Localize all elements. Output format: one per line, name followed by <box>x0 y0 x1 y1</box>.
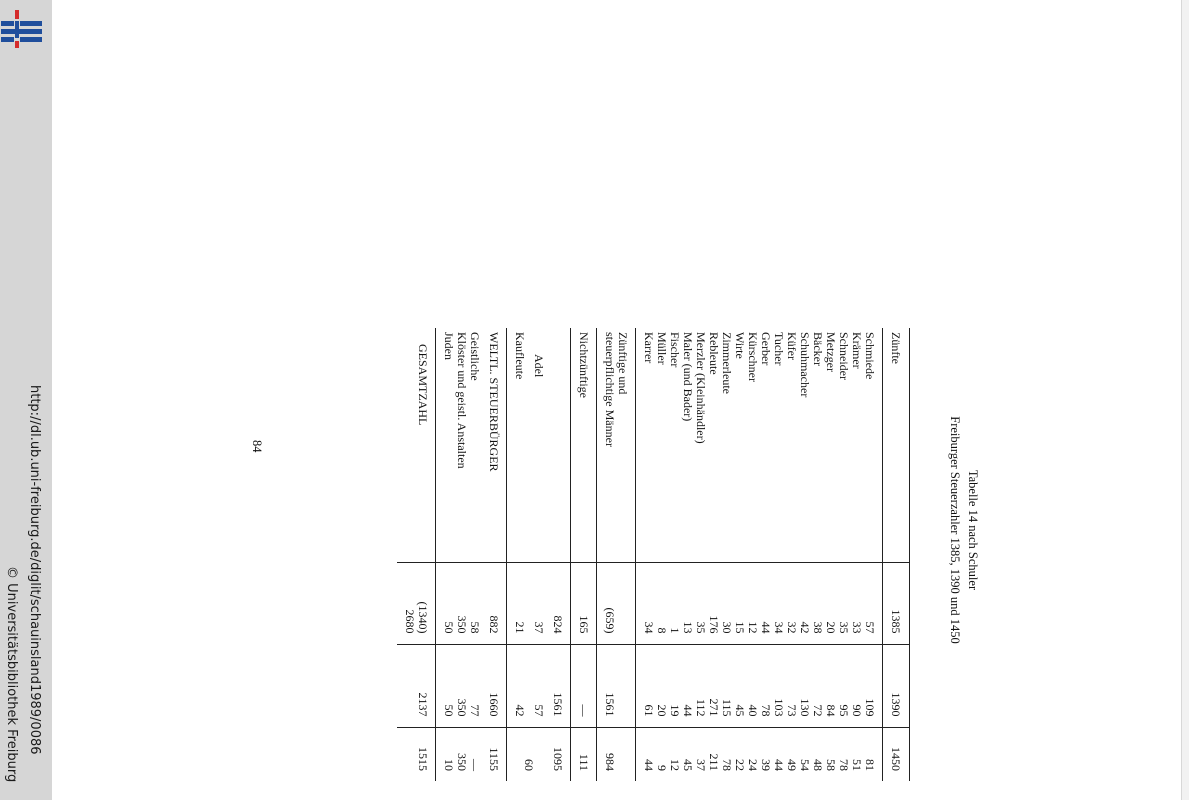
guild-1390: 19 <box>668 644 681 727</box>
total-label: GESAMTZAHL <box>397 328 436 562</box>
table-row <box>720 328 733 781</box>
table-row <box>798 328 811 781</box>
header-1390: 1390 <box>883 644 910 727</box>
guild-name: Krämer <box>850 332 864 369</box>
guild-1385: 35 <box>694 562 707 644</box>
table-header-row <box>883 328 910 781</box>
guild-1390: 40 <box>746 644 759 727</box>
guild-1385: 35 <box>837 562 850 644</box>
table-row <box>759 328 772 781</box>
guild-1390: 84 <box>824 644 837 727</box>
header-1450: 1450 <box>883 727 910 781</box>
guild-1385: 34 <box>772 562 785 644</box>
table-row <box>772 328 785 781</box>
header-1385: 1385 <box>883 562 910 644</box>
guild-name: Wirte <box>733 332 747 359</box>
clergy-1390: 77 <box>468 644 481 727</box>
guild-1390: 115 <box>720 644 733 727</box>
guild-1385: 38 <box>811 562 824 644</box>
guild-name: Merzler (Kleinhändler) <box>694 332 708 444</box>
clergy-row <box>468 328 481 781</box>
guild-1390: 95 <box>837 644 850 727</box>
jews-1450: 10 <box>436 727 456 781</box>
guild-1390: 73 <box>785 644 798 727</box>
monasteries-1390: 350 <box>455 644 468 727</box>
guild-name: Fischer <box>668 332 682 368</box>
guild-1450: 37 <box>694 727 707 781</box>
guild-1450: 12 <box>668 727 681 781</box>
table-row <box>850 328 863 781</box>
guild-1390: 112 <box>694 644 707 727</box>
guild-1450: 49 <box>785 727 798 781</box>
nobility-1390: 57 <box>532 644 545 727</box>
secular-1450: 1155 <box>487 727 507 781</box>
secular-row <box>487 328 507 781</box>
guild-1385: 57 <box>863 562 883 644</box>
nonguild-label: Nichtzünftige <box>577 328 597 562</box>
guild-name: Maler (und Bader) <box>681 332 695 422</box>
guild-1450: 44 <box>772 727 785 781</box>
total-1385: 2680 <box>403 609 417 634</box>
table-row <box>824 328 837 781</box>
guild-1385: 176 <box>707 562 720 644</box>
page-number: 84 <box>250 440 264 453</box>
guild-1450: 22 <box>733 727 746 781</box>
merchants-row <box>513 328 526 781</box>
table-row <box>636 328 656 781</box>
table-row <box>668 328 681 781</box>
permalink-url[interactable]: http://dl.ub.uni-freiburg.de/diglit/schauinsland1989/0086 <box>27 385 42 755</box>
nonguild-total-1385: 824 <box>551 562 571 644</box>
guild-name: Müller <box>655 332 669 365</box>
nobility-row <box>532 328 545 781</box>
guild-1450: 45 <box>681 727 694 781</box>
guild-1390: 44 <box>681 644 694 727</box>
guild-1450: 211 <box>707 727 720 781</box>
guild-1385: 12 <box>746 562 759 644</box>
guild-name: Tucher <box>772 332 786 366</box>
table-row <box>681 328 694 781</box>
jews-row <box>436 328 456 781</box>
total-1385-half: (1340) <box>416 601 430 634</box>
nonguild-row <box>577 328 597 781</box>
monasteries-1385: 350 <box>455 562 468 644</box>
merchants-1390: 42 <box>513 644 526 727</box>
university-logo-icon[interactable] <box>0 10 44 50</box>
copyright-notice: © Universitätsbibliothek Freiburg <box>4 566 19 783</box>
merchants-1385: 21 <box>513 562 526 644</box>
table-row <box>785 328 798 781</box>
subtotal-row <box>603 328 636 781</box>
guild-1450: 44 <box>636 727 656 781</box>
nobility-1385: 37 <box>532 562 545 644</box>
table-row <box>733 328 746 781</box>
table-caption: Tabelle 14 nach Schuler <box>966 469 980 591</box>
total-1450: 1515 <box>397 727 436 781</box>
guild-rows <box>636 328 883 781</box>
secular-1390: 1660 <box>487 644 507 727</box>
secular-1385: 882 <box>487 562 507 644</box>
guild-1450: 51 <box>850 727 863 781</box>
guild-1450: 48 <box>811 727 824 781</box>
guild-name: Schuhmacher <box>798 332 812 398</box>
guild-1385: 15 <box>733 562 746 644</box>
table-subcaption: Freiburger Steuerzahler 1385, 1390 und 1450 <box>948 416 962 644</box>
scanned-page <box>250 300 990 771</box>
guild-name: Gerber <box>759 332 773 366</box>
guild-1390: 90 <box>850 644 863 727</box>
guild-1390: 78 <box>759 644 772 727</box>
guild-1390: 271 <box>707 644 720 727</box>
guild-name: Karrer <box>642 332 656 364</box>
guild-1450: 54 <box>798 727 811 781</box>
monasteries-1450: 350 <box>455 727 468 781</box>
guild-1385: 1 <box>668 562 681 644</box>
subtotal-1390: 1561 <box>603 644 636 727</box>
nobility-label: Adel <box>532 354 546 378</box>
subtotal-label-2: steuerpflichtige Männer <box>603 332 617 447</box>
table-row <box>863 328 883 781</box>
jews-1385: 50 <box>436 562 456 644</box>
monasteries-label: Klöster und geistl. Anstalten <box>455 332 469 469</box>
guild-1390: 72 <box>811 644 824 727</box>
merchants-label: Kaufleute <box>513 332 527 380</box>
table-row <box>655 328 668 781</box>
clergy-1385: 58 <box>468 562 481 644</box>
guild-1390: 109 <box>863 644 883 727</box>
guild-1390: 103 <box>772 644 785 727</box>
secular-label: WELTL. STEUERBÜRGER <box>487 328 507 562</box>
viewer-sidebar <box>0 0 52 800</box>
guild-name: Zimmerleute <box>720 332 734 394</box>
guild-name: Kürschner <box>746 332 760 382</box>
nonguild-1450: 111 <box>577 727 597 781</box>
guild-1385: 8 <box>655 562 668 644</box>
guild-1385: 44 <box>759 562 772 644</box>
guild-1385: 20 <box>824 562 837 644</box>
guild-1385: 30 <box>720 562 733 644</box>
guild-name: Metzger <box>824 332 838 372</box>
guild-1385: 13 <box>681 562 694 644</box>
header-guilds: Zünfte <box>883 328 910 562</box>
guild-1390: 130 <box>798 644 811 727</box>
guild-1390: 45 <box>733 644 746 727</box>
table-row <box>746 328 759 781</box>
table-row <box>837 328 850 781</box>
guild-1390: 20 <box>655 644 668 727</box>
nobility-merchants-1450: 60 <box>513 727 545 781</box>
table-row <box>694 328 707 781</box>
guild-name: Schmiede <box>863 332 877 380</box>
total-1390: 2137 <box>397 644 436 727</box>
guild-name: Schneider <box>837 332 851 380</box>
nonguild-1385: 165 <box>577 562 597 644</box>
guild-1450: 78 <box>720 727 733 781</box>
nonguild-total-1450: 1095 <box>551 727 571 781</box>
tax-table <box>397 328 910 781</box>
clergy-label: Geistliche <box>468 332 482 381</box>
guild-name: Bäcker <box>811 332 825 366</box>
guild-name: Küfer <box>785 332 799 360</box>
subtotal-1385: (659) <box>603 562 636 644</box>
jews-label: Juden <box>442 332 456 360</box>
subtotal-1450: 984 <box>603 727 636 781</box>
total-row <box>397 328 436 781</box>
subtotal-label-1: Zünftige und <box>616 332 630 395</box>
guild-1450: 58 <box>824 727 837 781</box>
guild-1450: 81 <box>863 727 883 781</box>
guild-1385: 42 <box>798 562 811 644</box>
guild-1450: 24 <box>746 727 759 781</box>
guild-1385: 33 <box>850 562 863 644</box>
guild-name: Rebleute <box>707 332 721 375</box>
clergy-1450: — <box>468 727 481 781</box>
guild-1385: 32 <box>785 562 798 644</box>
guild-1450: 78 <box>837 727 850 781</box>
page-edge <box>1181 0 1189 800</box>
table-row <box>707 328 720 781</box>
nonguild-total-1390: 1561 <box>551 644 571 727</box>
guild-1450: 39 <box>759 727 772 781</box>
nonguild-1390: — <box>577 644 597 727</box>
guild-1450: 9 <box>655 727 668 781</box>
guild-1390: 61 <box>636 644 656 727</box>
table-row <box>811 328 824 781</box>
nonguild-total-row <box>551 328 571 781</box>
jews-1390: 50 <box>436 644 456 727</box>
monasteries-row <box>455 328 468 781</box>
guild-1385: 34 <box>636 562 656 644</box>
